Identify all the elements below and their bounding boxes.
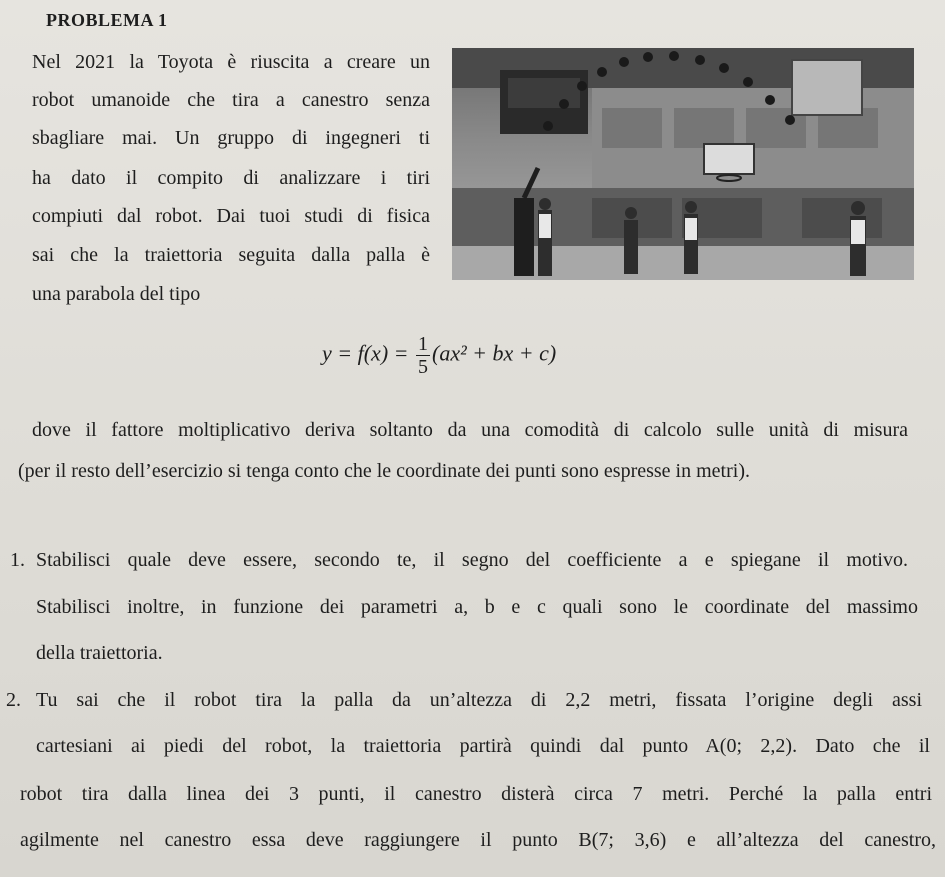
item-line: Tu sai che il robot tira la palla da un’altezza di 2,2 metri, fissata l’origine degli assi [36,689,922,711]
item-number: 1. [10,549,25,571]
parabola-formula [322,333,556,378]
intro-line: una parabola del tipo [32,283,201,305]
photo-upper-backboard [792,60,862,115]
intro-line: Nel 2021 la Toyota è riuscita a creare un [32,51,430,73]
formula-rhs: (ax² + bx + c) [432,340,557,366]
photo-illustration [452,48,914,280]
item-line: Stabilisci quale deve essere, secondo te, il segno del coefficiente a e spiegane il motivo. [36,549,908,571]
intro-line: compiuti dal robot. Dai tuoi studi di fisica [32,205,430,227]
intro-line: sai che la traiettoria seguita dalla palla è [32,244,430,266]
intro-line: ha dato il compito di analizzare i tiri [32,167,430,189]
note-line: dove il fattore moltiplicativo deriva soltanto da una comodità di calcolo sulle unità di misura [32,419,908,441]
formula-denominator: 5 [418,356,428,378]
robot-basketball-photo [452,48,914,280]
item-line: Stabilisci inoltre, in funzione dei parametri a, b e c quali sono le coordinate del massimo [36,596,918,618]
problem-title: PROBLEMA 1 [46,10,168,30]
photo-window [674,108,734,148]
intro-line: sbagliare mai. Un gruppo di ingegneri ti [32,127,430,149]
photo-robot [514,198,534,276]
item-number: 2. [6,689,21,711]
note-line: (per il resto dell’esercizio si tenga conto che le coordinate dei punti sono espresse in metri). [18,460,750,482]
formula-numerator: 1 [418,333,428,355]
item-line: robot tira dalla linea dei 3 punti, il canestro disterà circa 7 metri. Perché la palla entri [20,783,932,805]
formula-fraction [416,333,430,378]
formula-lhs: y = f(x) = [322,340,414,366]
photo-banner-text [508,78,580,108]
photo-window [602,108,662,148]
photo-backboard [704,144,754,174]
intro-line: robot umanoide che tira a canestro senza [32,89,430,111]
item-line: cartesiani ai piedi del robot, la traiettoria partirà quindi dal punto A(0; 2,2). Dato che il [36,735,930,757]
item-line: della traiettoria. [36,642,163,664]
photo-bleacher-block [802,198,882,238]
item-line: agilmente nel canestro essa deve raggiungere il punto B(7; 3,6) e all’altezza del canestro, [20,829,936,851]
